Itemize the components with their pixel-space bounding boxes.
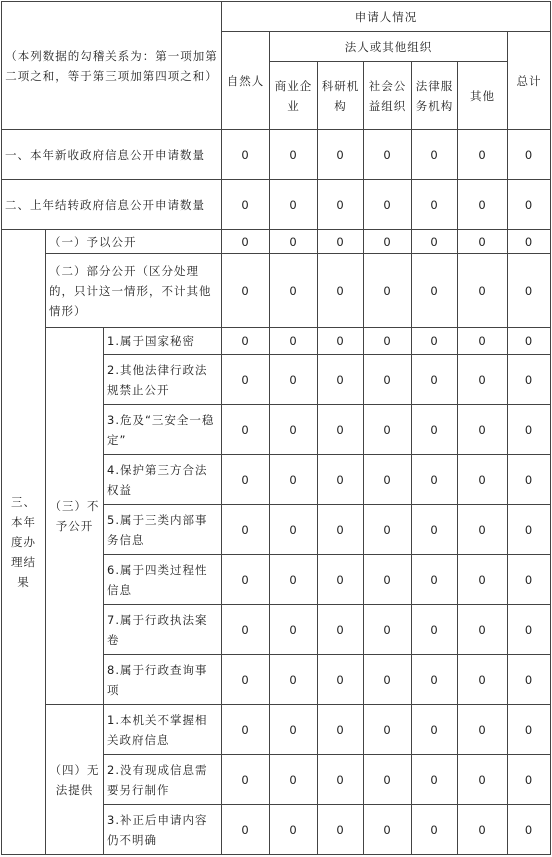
cell-value: 0 — [364, 254, 412, 328]
cell-value: 0 — [222, 805, 270, 855]
cell-value: 0 — [318, 254, 364, 328]
row-label-cannot-provide: 1.本机关不掌握相关政府信息 — [104, 705, 222, 755]
cell-value: 0 — [508, 130, 551, 180]
cell-value: 0 — [222, 705, 270, 755]
cell-value: 0 — [270, 230, 318, 254]
cell-value: 0 — [364, 755, 412, 805]
cell-value: 0 — [412, 605, 458, 655]
org-type-legal-service: 法律服务机构 — [412, 62, 458, 130]
cell-value: 0 — [458, 705, 508, 755]
cell-value: 0 — [318, 805, 364, 855]
org-type-research: 科研机构 — [318, 62, 364, 130]
cell-value: 0 — [270, 705, 318, 755]
cell-value: 0 — [270, 505, 318, 555]
cell-value: 0 — [318, 180, 364, 230]
row-label-cannot-provide: 2.没有现成信息需要另行制作 — [104, 755, 222, 805]
cell-value: 0 — [364, 705, 412, 755]
cell-value: 0 — [222, 405, 270, 455]
cell-value: 0 — [270, 805, 318, 855]
disclosure-stats-table — [1, 1, 551, 855]
cell-value: 0 — [412, 180, 458, 230]
cell-value: 0 — [222, 605, 270, 655]
cell-value: 0 — [270, 180, 318, 230]
cell-value: 0 — [364, 328, 412, 355]
cell-value: 0 — [412, 328, 458, 355]
cell-value: 0 — [318, 328, 364, 355]
result-group-label: 三、本年度办理结果 — [2, 230, 46, 855]
cell-value: 0 — [508, 555, 551, 605]
cell-value: 0 — [222, 755, 270, 805]
row-label-disclose: （一）予以公开 — [46, 230, 222, 254]
cell-value: 0 — [364, 605, 412, 655]
cell-value: 0 — [222, 655, 270, 705]
cell-value: 0 — [508, 230, 551, 254]
cell-value: 0 — [222, 555, 270, 605]
org-type-public-welfare: 社会公益组织 — [364, 62, 412, 130]
cell-value: 0 — [458, 405, 508, 455]
cell-value: 0 — [364, 505, 412, 555]
row-label-not-disclose: 3.危及“三安全一稳定” — [104, 405, 222, 455]
cell-value: 0 — [222, 254, 270, 328]
cell-value: 0 — [318, 605, 364, 655]
natural-person-header: 自然人 — [222, 32, 270, 130]
cell-value: 0 — [458, 230, 508, 254]
cell-value: 0 — [222, 180, 270, 230]
row-label-not-disclose: 4.保护第三方合法权益 — [104, 455, 222, 505]
cell-value: 0 — [458, 180, 508, 230]
cell-value: 0 — [508, 505, 551, 555]
cell-value: 0 — [270, 755, 318, 805]
org-type-business: 商业企业 — [270, 62, 318, 130]
cell-value: 0 — [364, 230, 412, 254]
cell-value: 0 — [412, 405, 458, 455]
cell-value: 0 — [222, 230, 270, 254]
cell-value: 0 — [458, 605, 508, 655]
cell-value: 0 — [364, 455, 412, 505]
cell-value: 0 — [508, 805, 551, 855]
cell-value: 0 — [508, 405, 551, 455]
cell-value: 0 — [270, 130, 318, 180]
cell-value: 0 — [508, 455, 551, 505]
cell-value: 0 — [222, 328, 270, 355]
cell-value: 0 — [318, 455, 364, 505]
cell-value: 0 — [458, 755, 508, 805]
not-disclose-group-label: （三）不予公开 — [46, 328, 104, 705]
cell-value: 0 — [458, 505, 508, 555]
cell-value: 0 — [318, 505, 364, 555]
cell-value: 0 — [412, 755, 458, 805]
cell-value: 0 — [364, 405, 412, 455]
cell-value: 0 — [364, 555, 412, 605]
row-label-not-disclose: 7.属于行政执法案卷 — [104, 605, 222, 655]
table-row — [2, 254, 551, 328]
row-label-not-disclose: 1.属于国家秘密 — [104, 328, 222, 355]
cell-value: 0 — [508, 705, 551, 755]
table-row — [2, 180, 551, 230]
table-row — [2, 130, 551, 180]
cell-value: 0 — [412, 455, 458, 505]
row-label-not-disclose: 8.属于行政查询事项 — [104, 655, 222, 705]
row-label-cannot-provide: 3.补正后申请内容仍不明确 — [104, 805, 222, 855]
cell-value: 0 — [222, 455, 270, 505]
cell-value: 0 — [458, 328, 508, 355]
cell-value: 0 — [412, 555, 458, 605]
cell-value: 0 — [458, 455, 508, 505]
cell-value: 0 — [508, 328, 551, 355]
cell-value: 0 — [364, 655, 412, 705]
cell-value: 0 — [412, 655, 458, 705]
cell-value: 0 — [270, 455, 318, 505]
cell-value: 0 — [318, 130, 364, 180]
cell-value: 0 — [318, 555, 364, 605]
cell-value: 0 — [318, 755, 364, 805]
row-label-new-requests: 一、本年新收政府信息公开申请数量 — [2, 130, 222, 180]
cell-value: 0 — [222, 355, 270, 405]
cell-value: 0 — [508, 355, 551, 405]
org-type-other: 其他 — [458, 62, 508, 130]
cell-value: 0 — [270, 605, 318, 655]
cell-value: 0 — [508, 254, 551, 328]
cell-value: 0 — [270, 328, 318, 355]
cell-value: 0 — [412, 355, 458, 405]
cell-value: 0 — [222, 130, 270, 180]
table-row — [2, 230, 551, 254]
cell-value: 0 — [458, 254, 508, 328]
total-header: 总计 — [508, 32, 551, 130]
row-label-not-disclose: 5.属于三类内部事务信息 — [104, 505, 222, 555]
table-row — [2, 328, 551, 355]
cell-value: 0 — [318, 655, 364, 705]
disclosure-table-container — [1, 1, 551, 855]
cell-value: 0 — [412, 805, 458, 855]
row-label-carried-over: 二、上年结转政府信息公开申请数量 — [2, 180, 222, 230]
row-label-partial: （二）部分公开（区分处理的，只计这一情形，不计其他情形） — [46, 254, 222, 328]
cell-value: 0 — [458, 655, 508, 705]
cell-value: 0 — [318, 405, 364, 455]
cell-value: 0 — [412, 230, 458, 254]
cell-value: 0 — [508, 655, 551, 705]
cell-value: 0 — [412, 130, 458, 180]
cell-value: 0 — [364, 180, 412, 230]
cell-value: 0 — [508, 755, 551, 805]
header-row-1 — [2, 2, 551, 32]
cell-value: 0 — [222, 505, 270, 555]
cell-value: 0 — [412, 254, 458, 328]
cell-value: 0 — [458, 805, 508, 855]
legal-org-header: 法人或其他组织 — [270, 32, 508, 62]
cell-value: 0 — [412, 505, 458, 555]
cell-value: 0 — [508, 180, 551, 230]
cell-value: 0 — [364, 130, 412, 180]
cell-value: 0 — [318, 705, 364, 755]
cell-value: 0 — [270, 655, 318, 705]
row-label-not-disclose: 2.其他法律行政法规禁止公开 — [104, 355, 222, 405]
cell-value: 0 — [364, 355, 412, 405]
cell-value: 0 — [412, 705, 458, 755]
cell-value: 0 — [458, 130, 508, 180]
cell-value: 0 — [270, 355, 318, 405]
cell-value: 0 — [270, 405, 318, 455]
cell-value: 0 — [458, 555, 508, 605]
cell-value: 0 — [508, 605, 551, 655]
row-label-not-disclose: 6.属于四类过程性信息 — [104, 555, 222, 605]
cell-value: 0 — [270, 555, 318, 605]
cell-value: 0 — [318, 355, 364, 405]
cell-value: 0 — [318, 230, 364, 254]
table-row — [2, 705, 551, 755]
cell-value: 0 — [458, 355, 508, 405]
cell-value: 0 — [270, 254, 318, 328]
cell-value: 0 — [364, 805, 412, 855]
applicant-header: 申请人情况 — [222, 2, 551, 32]
cannot-provide-group-label: （四）无法提供 — [46, 705, 104, 855]
header-note: （本列数据的勾稽关系为：第一项加第二项之和，等于第三项加第四项之和） — [2, 2, 222, 130]
